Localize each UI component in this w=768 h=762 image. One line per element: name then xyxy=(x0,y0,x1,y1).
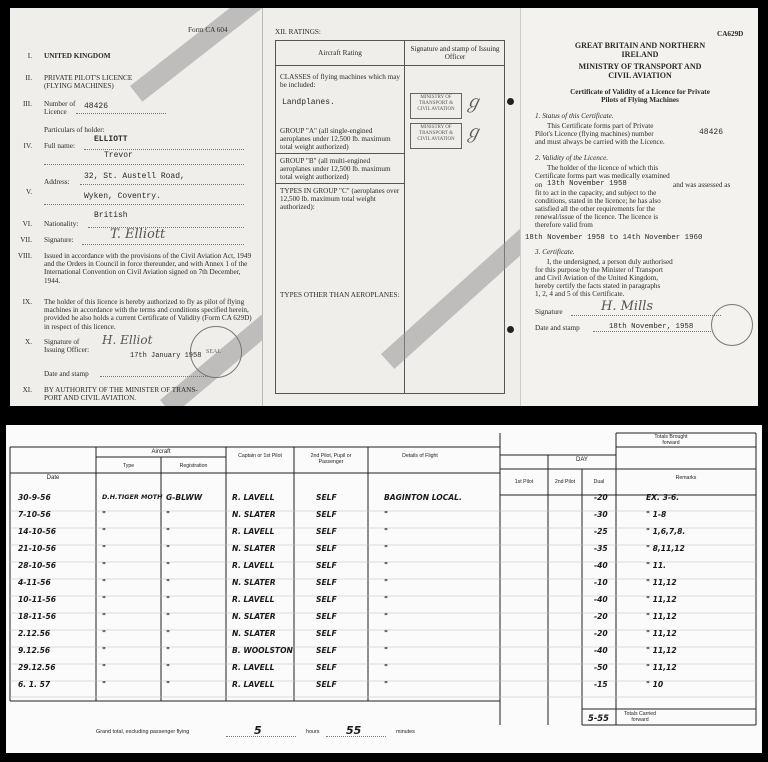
remarks-header: Remarks xyxy=(675,475,697,481)
entry-second-pilot: SELF xyxy=(316,527,337,536)
entry-flight-details: " xyxy=(384,510,388,519)
entry-second-pilot: SELF xyxy=(316,595,337,604)
entry-captain: R. LAVELL xyxy=(232,595,275,604)
entry-second-pilot: SELF xyxy=(316,680,337,689)
issuing-officer-signature: H. Elliot xyxy=(102,333,153,347)
entry-second-pilot: SELF xyxy=(316,544,337,553)
entry-registration: " xyxy=(166,510,170,519)
entry-date: 10-11-56 xyxy=(18,595,57,604)
entry-second-pilot: SELF xyxy=(316,629,337,638)
holder-address-line2: Wyken, Coventry. xyxy=(84,192,161,201)
licence-left-page: Form CA 604 I. UNITED KINGDOM II. PRIVATE PILOT'S LICENCE (FLYING MACHINES) III. Number of Licence 48426 Particulars of holder: IV. Full name: ELLIOTT Trevor V. Address: 32, St. Austell Road, Wyken, Coventry. VI. Nationality: British VII. Signature: T. Elliott VIII. Issued in accordance with the provisions of the Civil Aviation Act, 1949 and the Orders in Council in force thereunder, and with Annex 1 of the International Convention on Civil Aviation signed on 7th December, 1944. IX. The holder of this licence is hereby authorized to fly as pilot of flying machines in accordance with the terms and conditions specified herein, provided he also holds a current Certificate of Validity (Form CA 629D) in respect of this licence. X. Signature of Issuing Officer: H. Elliot 17th January 1958 Date and stamp SEAL XI. BY AUTHORITY OF THE MINISTER OF TRANS- PORT AND CIVIL AVIATION. xyxy=(10,8,262,406)
entry-aircraft-type: " xyxy=(102,527,106,536)
entry-captain: R. LAVELL xyxy=(232,493,275,502)
binding-hole xyxy=(507,98,514,105)
entry-dual-time: -35 xyxy=(594,544,608,553)
entry-aircraft-type: " xyxy=(102,629,106,638)
pilot-licence-document xyxy=(10,8,758,406)
entry-remarks: " 11,12 xyxy=(646,646,677,655)
entry-remarks: EX. 3-6. xyxy=(646,493,680,502)
holder-forename: Trevor xyxy=(104,151,133,160)
totals-carried-forward: Totals Carried forward xyxy=(623,711,656,723)
entry-dual-time: -20 xyxy=(594,629,608,638)
other-types-rating: TYPES OTHER THAN AEROPLANES: xyxy=(280,291,400,299)
entry-registration: " xyxy=(166,629,170,638)
entry-remarks: " 8,11,12 xyxy=(646,544,685,553)
pilot-log-book-page: Date Aircraft Type Registration Captain or 1st Pilot 2nd Pilot, Pupil or Passenger Details of Flight DAY 1st Pilot 2nd Pilot Dual Totals Brought forward Remarks Totals Carried forward 30-9-56 D.H.TIGER MOTH G-BLWW R. LAVELL SELF BAGINTON LOCAL. -20 EX. 3-6. 7-10-56 " " N. SLATER SELF " -30 " 1-8 14-10-56 " " R. LAVELL SELF " -25 " 1,6,7,8. 21-10-56 " " N. SLATER SELF " -35 " 8,11,12 28-10-56 " " R. LAVELL SELF " -40 " 11. 4-11-56 " " N. SLATER SELF " -10 " 11,12 10-11-56 " " R. LAVELL SELF " -40 " 11,12 18-11-56 " " N. SLATER SELF " -20 " 11,12 2.12.56 " " N. SLATER SELF " -20 " 11,12 9.12.56 " " B. WOOLSTON SELF " -40 " 11,12 29.12.56 " " R. LAVELL SELF " -50 " 11,12 6. 1. 57 " " R. LAVELL SELF " -15 " 10 5-55 Grand total, excluding passenger flying 5 hours 55 minutes xyxy=(6,425,762,753)
entry-captain: N. SLATER xyxy=(232,612,276,621)
entry-second-pilot: SELF xyxy=(316,612,337,621)
ratings-table: Aircraft Rating Signature and stamp of Issuing Officer CLASSES of flying machines which may be included: Landplanes. GROUP "A" (all single-engined aeroplanes under 12,500 lb. maximum total weight authorized) GROUP "B" (all multi-engined aeroplanes under 12,500 lb. maximum total weight authorized) TYPES IN GROUP "C" (aeroplanes over 12,500 lb. maximum total weight authorized): TYPES OTHER THAN AEROPLANES: MINISTRY OF TRANSPORT & CIVIL AVIATION MINISTRY OF TRANSPORT & CIVIL AVIATION ℊ ℊ xyxy=(275,40,505,394)
day-header: DAY xyxy=(576,457,588,463)
entry-dual-time: -50 xyxy=(594,663,608,672)
authorisation-statement: The holder of this licence is hereby authorized to fly as pilot of flying machines in accordance with the terms and conditions specified herein, provided he also holds a current Certificate of Validity (Form CA 629D) in respect of this licence. xyxy=(44,298,252,331)
holder-nationality: British xyxy=(94,211,128,220)
entry-date: 7-10-56 xyxy=(18,510,51,519)
total-dual-time: 5-55 xyxy=(588,713,609,723)
entry-flight-details: " xyxy=(384,646,388,655)
entry-aircraft-type: " xyxy=(102,561,106,570)
entry-remarks: " 10 xyxy=(646,680,664,689)
entry-second-pilot: SELF xyxy=(316,510,337,519)
entry-flight-details: " xyxy=(384,595,388,604)
entry-date: 2.12.56 xyxy=(18,629,51,638)
entry-flight-details: BAGINTON LOCAL. xyxy=(384,493,462,502)
entry-dual-time: -20 xyxy=(594,612,608,621)
entry-captain: N. SLATER xyxy=(232,510,276,519)
entry-captain: R. LAVELL xyxy=(232,561,275,570)
entry-date: 18-11-56 xyxy=(18,612,57,621)
entry-date: 4-11-56 xyxy=(18,578,51,587)
licence-type: PRIVATE PILOT'S LICENCE xyxy=(44,74,133,82)
entry-aircraft-type: " xyxy=(102,663,106,672)
entry-dual-time: -15 xyxy=(594,680,608,689)
group-c-rating: TYPES IN GROUP "C" (aeroplanes over 12,500 lb. maximum total weight authorized): xyxy=(280,187,400,212)
entry-aircraft-type: " xyxy=(102,544,106,553)
medical-exam-date: 13th November 1958 xyxy=(547,180,627,188)
grand-total-hours: 5 xyxy=(254,724,262,737)
entry-second-pilot: SELF xyxy=(316,663,337,672)
entry-captain: N. SLATER xyxy=(232,544,276,553)
second-pilot-col-header: 2nd Pilot xyxy=(554,479,576,485)
entry-date: 21-10-56 xyxy=(18,544,57,553)
diagonal-stripe xyxy=(130,8,262,102)
entry-registration: " xyxy=(166,680,170,689)
entry-flight-details: " xyxy=(384,561,388,570)
entry-registration: " xyxy=(166,612,170,621)
rating-class-value: Landplanes. xyxy=(282,98,335,107)
entry-second-pilot: SELF xyxy=(316,493,337,502)
entry-flight-details: " xyxy=(384,612,388,621)
entry-second-pilot: SELF xyxy=(316,561,337,570)
grand-total-minutes: 55 xyxy=(346,724,362,737)
type-header: Type xyxy=(122,463,135,469)
entry-date: 28-10-56 xyxy=(18,561,57,570)
entry-aircraft-type: " xyxy=(102,646,106,655)
entry-registration: " xyxy=(166,578,170,587)
entry-captain: N. SLATER xyxy=(232,629,276,638)
entry-flight-details: " xyxy=(384,544,388,553)
entry-flight-details: " xyxy=(384,527,388,536)
cert-form-number: CA629D xyxy=(717,30,744,38)
entry-registration: " xyxy=(166,561,170,570)
cert-licence-number: 48426 xyxy=(699,128,724,137)
entry-dual-time: -10 xyxy=(594,578,608,587)
entry-registration: " xyxy=(166,646,170,655)
officer-initial-signature: ℊ xyxy=(464,122,482,143)
entry-remarks: " 1,6,7,8. xyxy=(646,527,686,536)
entry-captain: R. LAVELL xyxy=(232,527,275,536)
grand-total-label: Grand total, excluding passenger flying xyxy=(96,729,190,735)
entry-date: 6. 1. 57 xyxy=(18,680,51,689)
form-number: Form CA 604 xyxy=(188,26,228,34)
entry-registration: " xyxy=(166,663,170,672)
validity-range: 18th November 1958 to 14th November 1960 xyxy=(525,234,703,242)
holder-signature: T. Elliott xyxy=(110,227,166,242)
entry-date: 9.12.56 xyxy=(18,646,51,655)
entry-captain: R. LAVELL xyxy=(232,680,275,689)
entry-aircraft-type: " xyxy=(102,680,106,689)
entry-date: 14-10-56 xyxy=(18,527,57,536)
registration-header: Registration xyxy=(179,463,208,469)
entry-aircraft-type: " xyxy=(102,612,106,621)
entry-remarks: " 11,12 xyxy=(646,595,677,604)
date-header: Date xyxy=(46,475,60,481)
entry-captain: B. WOOLSTON xyxy=(232,646,293,655)
entry-dual-time: -40 xyxy=(594,646,608,655)
entry-remarks: " 11. xyxy=(646,561,667,570)
licence-number: 48426 xyxy=(84,102,109,111)
entry-remarks: " 11,12 xyxy=(646,578,677,587)
issuing-statement: Issued in accordance with the provisions of the Civil Aviation Act, 1949 and the Orders in Council in force thereunder, and with Annex 1 of the International Convention on Civil Aviation signed on 7th December, 1944. xyxy=(44,252,252,285)
country-label: UNITED KINGDOM xyxy=(44,52,111,60)
entry-remarks: " 11,12 xyxy=(646,612,677,621)
certifying-officer-signature: H. Mills xyxy=(601,299,654,314)
entry-date: 29.12.56 xyxy=(18,663,56,672)
totals-brought-forward: Totals Brought forward xyxy=(654,434,688,446)
second-pilot-header: 2nd Pilot, Pupil or Passenger xyxy=(310,453,352,465)
entry-registration: " xyxy=(166,527,170,536)
binding-hole xyxy=(507,326,514,333)
holder-surname: ELLIOTT xyxy=(94,135,128,144)
ratings-page xyxy=(262,8,520,406)
entry-flight-details: " xyxy=(384,663,388,672)
aircraft-header: Aircraft xyxy=(151,449,171,455)
entry-dual-time: -40 xyxy=(594,595,608,604)
entry-registration: " xyxy=(166,544,170,553)
entry-aircraft-type: " xyxy=(102,510,106,519)
ratings-title: XII. RATINGS: xyxy=(275,28,321,36)
entry-remarks: " 1-8 xyxy=(646,510,667,519)
entry-second-pilot: SELF xyxy=(316,578,337,587)
entry-second-pilot: SELF xyxy=(316,646,337,655)
entry-flight-details: " xyxy=(384,680,388,689)
entry-registration: G-BLWW xyxy=(166,493,203,502)
entry-registration: " xyxy=(166,595,170,604)
certificate-date: 18th November, 1958 xyxy=(609,323,694,331)
aircraft-rating-header: Aircraft Rating xyxy=(318,49,362,57)
captain-header: Captain or 1st Pilot xyxy=(238,453,282,459)
certificate-of-validity-page: CA629D GREAT BRITAIN AND NORTHERN IRELAND MINISTRY OF TRANSPORT AND CIVIL AVIATION Certificate of Validity of a Licence for Private Pilots of Flying Machines 1. Status of this Certificate. This Certificate forms part of Private Pilot's Licence (flying machines) number 48426 and must always be carried with the Licence. 2. Validity of the Licence. The holder of the licence of which this Certificate forms part was medically examined on 13th November 1958 and was assessed as fit to act in the capacity, and subject to the conditions, stated in the licence; he has also satisfied all the other requirements for the renewal/issue of the licence. The licence is therefore valid from 18th November 1958 to 14th November 1960 3. Certificate. I, the undersigned, a person duly authorised for this purpose by the Minister of Transport and Civil Aviation of the United Kingdom, hereby certify the facts stated in paragraphs 1, 2, 4 and 5 of this Certificate. Signature H. Mills Date and stamp 18th November, 1958 xyxy=(520,8,758,406)
group-b-rating: GROUP "B" (all multi-engined aeroplanes under 12,500 lb. maximum total weight authorized) xyxy=(280,157,391,182)
entry-date: 30-9-56 xyxy=(18,493,51,502)
issue-date: 17th January 1958 xyxy=(130,352,202,360)
details-header: Details of Flight xyxy=(402,453,438,459)
authority-line: BY AUTHORITY OF THE MINISTER OF TRANS- xyxy=(44,386,198,394)
entry-remarks: " 11,12 xyxy=(646,629,677,638)
entry-flight-details: " xyxy=(384,629,388,638)
holder-address-line1: 32, St. Austell Road, xyxy=(84,172,185,181)
dual-header: Dual xyxy=(593,479,605,485)
cert-title: Certificate of Validity of a Licence for Private xyxy=(570,88,710,96)
first-pilot-header: 1st Pilot xyxy=(514,479,534,485)
entry-dual-time: -30 xyxy=(594,510,608,519)
entry-remarks: " 11,12 xyxy=(646,663,677,672)
ministry-stamp: MINISTRY OF TRANSPORT & CIVIL AVIATION xyxy=(410,123,462,149)
entry-dual-time: -20 xyxy=(594,493,608,502)
certificate-stamp xyxy=(711,304,753,346)
officer-initial-signature: ℊ xyxy=(464,92,482,113)
entry-dual-time: -40 xyxy=(594,561,608,570)
entry-aircraft-type: " xyxy=(102,595,106,604)
entry-aircraft-type: " xyxy=(102,578,106,587)
entry-flight-details: " xyxy=(384,578,388,587)
ministry-stamp: MINISTRY OF TRANSPORT & CIVIL AVIATION xyxy=(410,93,462,119)
entry-captain: N. SLATER xyxy=(232,578,276,587)
entry-captain: R. LAVELL xyxy=(232,663,275,672)
entry-dual-time: -25 xyxy=(594,527,608,536)
signature-stamp-header: Signature and stamp of Issuing Officer xyxy=(410,45,500,62)
group-a-rating: GROUP "A" (all single-engined aeroplanes under 12,500 lb. maximum total weight authorized) xyxy=(280,127,391,152)
entry-aircraft-type: D.H.TIGER MOTH xyxy=(102,493,163,501)
